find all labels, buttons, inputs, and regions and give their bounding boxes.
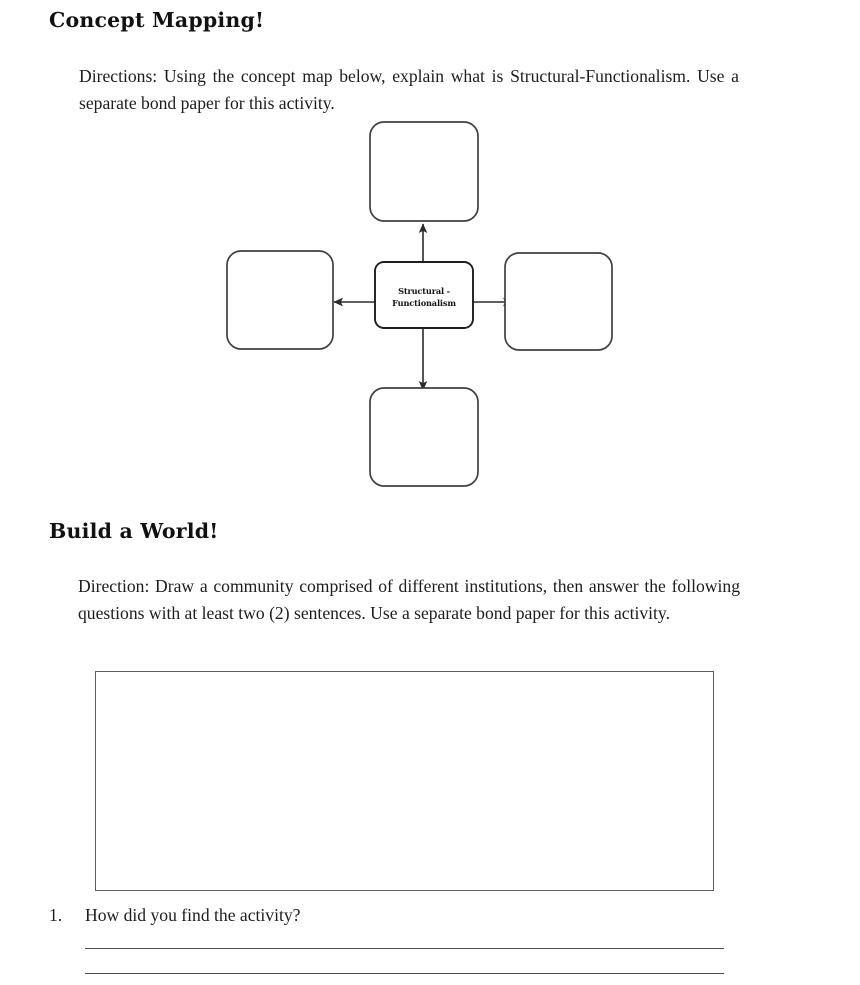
directions-text-build-a-world: Direction: Draw a community comprised of different institutions, then answer the following questions with at least two (2) sentences. Use a separate bond paper for this activity. <box>78 576 740 623</box>
drawing-answer-box[interactable] <box>95 671 714 891</box>
page-title-build-a-world: Build a World! <box>49 519 219 543</box>
concept-node-left <box>227 251 333 349</box>
concept-node-top <box>370 122 478 221</box>
question-text: How did you find the activity? <box>85 905 301 925</box>
concept-map-diagram <box>215 112 630 497</box>
page-title-concept-mapping: Concept Mapping! <box>49 8 265 32</box>
concept-node-right <box>505 253 612 350</box>
question-item <box>49 903 749 927</box>
concept-node-bottom <box>370 388 478 486</box>
answer-line[interactable] <box>85 973 724 974</box>
concept-node-center-label-line1: Structural - <box>398 286 450 296</box>
concept-node-center-label-line2: Functionalism <box>392 298 456 308</box>
directions-text-concept-mapping: Directions: Using the concept map below, explain what is Structural-Functionalism. Use a separate bond paper for this activity. <box>79 66 739 113</box>
answer-line[interactable] <box>85 948 724 949</box>
question-number: 1. <box>49 905 63 925</box>
